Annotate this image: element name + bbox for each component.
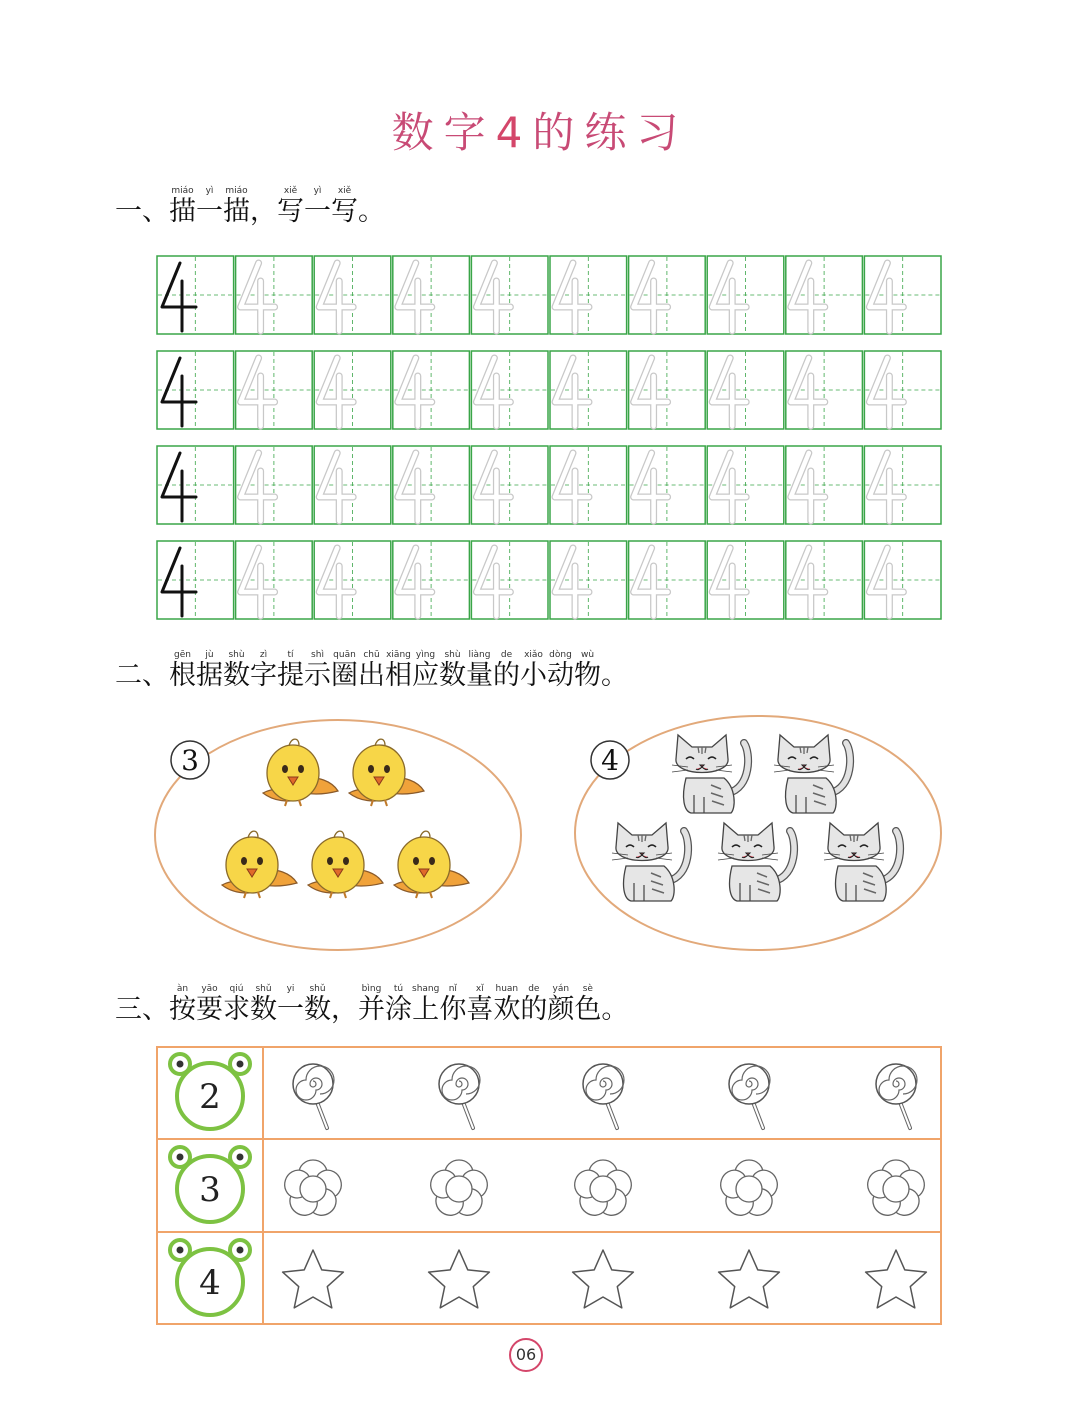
section-number: 三、 <box>115 994 169 1025</box>
grid-cell <box>393 351 470 429</box>
title-main: 数字 <box>391 108 496 157</box>
pinyin: yi <box>277 984 304 994</box>
heading-char: ， <box>250 196 277 227</box>
heading-char: 出chū <box>358 650 385 691</box>
heading-char: 物wù <box>574 650 601 691</box>
pinyin: xiě <box>277 186 304 196</box>
frog-number-badge <box>170 1240 250 1315</box>
heading-char: 根gēn <box>169 650 196 691</box>
page-title <box>0 100 1080 160</box>
heading-char: 涂tú <box>385 984 412 1025</box>
grid-cell <box>236 351 313 429</box>
chick-icon <box>308 831 383 898</box>
pinyin: àn <box>169 984 196 994</box>
cat-icon <box>718 823 794 901</box>
heading-char: 。 <box>601 994 629 1025</box>
heading-char: 你nǐ <box>439 984 467 1025</box>
pinyin: shù <box>223 650 250 660</box>
pinyin: wù <box>574 650 601 660</box>
heading-char: 动dòng <box>547 650 574 691</box>
grid-cell <box>236 541 313 619</box>
frog-number-badge <box>170 1147 250 1222</box>
grid-cell <box>314 446 391 524</box>
grid-cell <box>629 256 706 334</box>
grid-cell <box>157 541 234 619</box>
grid-cell <box>471 256 548 334</box>
grid-cell <box>157 351 234 429</box>
grid-row <box>156 350 942 430</box>
heading-char: 圈quān <box>331 650 358 691</box>
grid-cell <box>550 351 627 429</box>
grid-cell <box>471 541 548 619</box>
pinyin: jù <box>196 650 223 660</box>
digit-4-solid <box>162 358 196 426</box>
section-number: 二、 <box>115 660 169 691</box>
grid-cell <box>314 351 391 429</box>
heading-char: 求qiú <box>223 984 250 1025</box>
grid-cell <box>864 541 941 619</box>
grid-cell <box>314 541 391 619</box>
chick-icon <box>349 739 424 806</box>
heading-char: 据jù <box>196 650 223 691</box>
animal-groups <box>150 715 950 960</box>
heading-char: 写xiě <box>331 186 358 227</box>
heading-char: 的de <box>493 650 520 691</box>
grid-cell <box>786 541 863 619</box>
grid-row <box>156 255 942 335</box>
flower-icon <box>717 1160 781 1221</box>
pinyin: de <box>493 650 520 660</box>
group-number-badge <box>171 741 209 779</box>
heading-char: 描miáo <box>169 186 196 227</box>
lollipop-icon <box>293 1064 334 1128</box>
heading-char: 一yì <box>196 186 223 227</box>
flower-icon <box>281 1160 345 1221</box>
grid-row <box>156 445 942 525</box>
frog-number-badge <box>170 1054 250 1129</box>
title-rest: 的练习 <box>532 108 689 157</box>
grid-cell <box>393 256 470 334</box>
heading-char: 数shǔ <box>304 984 331 1025</box>
cat-icon <box>774 735 850 813</box>
star-icon <box>283 1250 344 1308</box>
section-1-heading <box>115 186 385 228</box>
page-number: 06 <box>509 1338 543 1372</box>
heading-char: 欢huan <box>493 984 521 1025</box>
pinyin: miáo <box>223 186 250 196</box>
title-digit: 4 <box>495 108 533 157</box>
heading-char: 数shù <box>439 650 466 691</box>
grid-cell <box>157 446 234 524</box>
lollipop-icon <box>729 1064 770 1128</box>
pinyin: dòng <box>547 650 574 660</box>
pinyin: shì <box>304 650 331 660</box>
heading-char: 量liàng <box>466 650 493 691</box>
lollipop-icon <box>583 1064 624 1128</box>
cat-icon <box>612 823 688 901</box>
heading-char: 描miáo <box>223 186 250 227</box>
grid-cell <box>550 446 627 524</box>
chick-icon <box>222 831 297 898</box>
group-number: 4 <box>601 744 619 777</box>
grid-cell <box>393 446 470 524</box>
flower-icon <box>864 1160 928 1221</box>
grid-cell <box>314 256 391 334</box>
pinyin: tí <box>277 650 304 660</box>
heading-char: 一yi <box>277 984 304 1025</box>
star-icon <box>573 1250 634 1308</box>
pinyin: huan <box>493 984 521 994</box>
grid-cell <box>629 541 706 619</box>
grid-cell <box>707 256 784 334</box>
pinyin: xiǎo <box>520 650 547 660</box>
pinyin: shang <box>412 984 440 994</box>
grid-cell <box>786 351 863 429</box>
pinyin: xǐ <box>466 984 494 994</box>
digit-4-solid <box>162 453 196 521</box>
heading-char: 提tí <box>277 650 304 691</box>
grid-cell <box>550 541 627 619</box>
pinyin: liàng <box>466 650 493 660</box>
flower-icon <box>571 1160 635 1221</box>
grid-cell <box>864 256 941 334</box>
heading-char: 喜xǐ <box>466 984 494 1025</box>
pinyin: yìng <box>412 650 439 660</box>
group-number: 3 <box>181 744 199 777</box>
grid-cell <box>157 256 234 334</box>
heading-char: 写xiě <box>277 186 304 227</box>
pinyin: chū <box>358 650 385 660</box>
grid-cell <box>864 446 941 524</box>
pinyin: zì <box>250 650 277 660</box>
pinyin: quān <box>331 650 358 660</box>
pinyin: miáo <box>169 186 196 196</box>
pinyin: shù <box>439 650 466 660</box>
heading-char: 的de <box>520 984 548 1025</box>
heading-char: 一yì <box>304 186 331 227</box>
animal-group-ellipse <box>155 720 521 950</box>
grid-row <box>156 540 942 620</box>
heading-char: 数shù <box>223 650 250 691</box>
pinyin: sè <box>574 984 602 994</box>
row-number: 2 <box>199 1077 221 1117</box>
cat-icon <box>824 823 900 901</box>
heading-char: 小xiǎo <box>520 650 547 691</box>
pinyin: shǔ <box>250 984 277 994</box>
pinyin: xiě <box>331 186 358 196</box>
lollipop-icon <box>876 1064 917 1128</box>
grid-cell <box>236 446 313 524</box>
pinyin: tú <box>385 984 412 994</box>
grid-cell <box>550 256 627 334</box>
pinyin: yán <box>547 984 575 994</box>
pinyin: yì <box>304 186 331 196</box>
heading-char: 。 <box>358 196 385 227</box>
heading-char: 字zì <box>250 650 277 691</box>
pinyin: shǔ <box>304 984 331 994</box>
grid-cell <box>707 446 784 524</box>
star-icon <box>719 1250 780 1308</box>
grid-cell <box>393 541 470 619</box>
grid-cell <box>864 351 941 429</box>
grid-cell <box>786 256 863 334</box>
cat-icon <box>672 735 748 813</box>
grid-cell <box>471 351 548 429</box>
pinyin: nǐ <box>439 984 467 994</box>
grid-cell <box>786 446 863 524</box>
heading-char: 上shang <box>412 984 440 1025</box>
pinyin: xiāng <box>385 650 412 660</box>
section-2-heading <box>115 650 628 692</box>
heading-char: 要yāo <box>196 984 223 1025</box>
heading-char: 相xiāng <box>385 650 412 691</box>
digit-4-solid <box>162 548 196 616</box>
section-number: 一、 <box>115 196 169 227</box>
heading-char: 示shì <box>304 650 331 691</box>
pinyin: yì <box>196 186 223 196</box>
grid-cell <box>471 446 548 524</box>
heading-char: 并bìng <box>358 984 385 1025</box>
grid-cell <box>629 351 706 429</box>
heading-char: 颜yán <box>547 984 575 1025</box>
heading-char: 色sè <box>574 984 602 1025</box>
heading-char: 数shǔ <box>250 984 277 1025</box>
heading-char: 。 <box>601 660 628 691</box>
flower-icon <box>427 1160 491 1221</box>
section-3-heading <box>115 984 628 1026</box>
chick-icon <box>263 739 338 806</box>
pinyin: bìng <box>358 984 385 994</box>
pinyin: yāo <box>196 984 223 994</box>
row-number: 4 <box>199 1263 221 1303</box>
heading-char: ， <box>331 994 358 1025</box>
pinyin: qiú <box>223 984 250 994</box>
digit-4-solid <box>162 263 196 331</box>
lollipop-icon <box>439 1064 480 1128</box>
pinyin: de <box>520 984 548 994</box>
table-border <box>157 1047 941 1324</box>
star-icon <box>429 1250 490 1308</box>
heading-char: 按àn <box>169 984 196 1025</box>
grid-cell <box>707 541 784 619</box>
grid-cell <box>629 446 706 524</box>
pinyin: gēn <box>169 650 196 660</box>
counting-table <box>156 1046 942 1325</box>
chick-icon <box>394 831 469 898</box>
grid-cell <box>236 256 313 334</box>
heading-char: 应yìng <box>412 650 439 691</box>
group-number-badge <box>591 741 629 779</box>
star-icon <box>866 1250 927 1308</box>
grid-cell <box>707 351 784 429</box>
row-number: 3 <box>199 1170 221 1210</box>
